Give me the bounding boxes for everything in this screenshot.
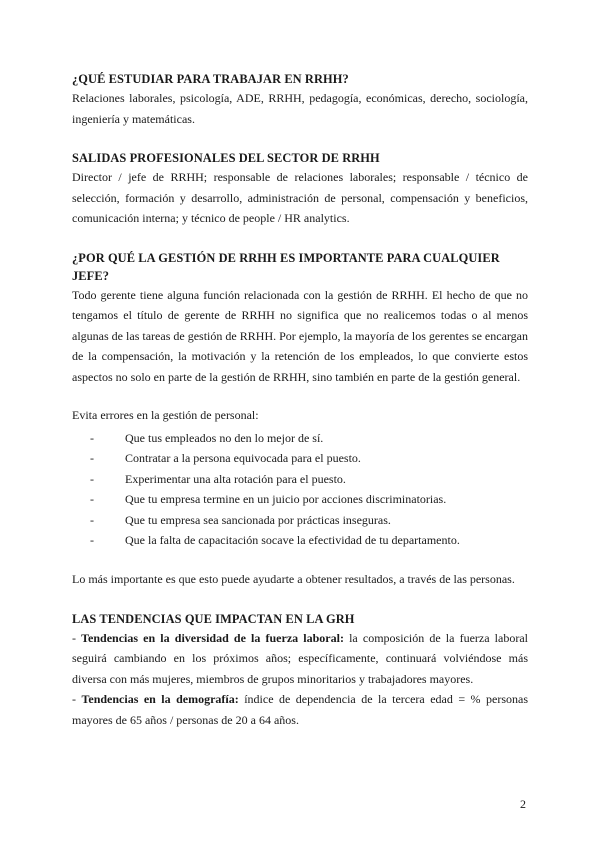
closing-sentence: Lo más importante es que esto puede ayudarte a obtener resultados, a través de las personas. [72,572,515,587]
list-item: - Que la falta de capacitación socave la efectividad de tu departamento. [90,533,460,548]
list-item: - Contratar a la persona equivocada para el puesto. [90,451,361,466]
list-intro: Evita errores en la gestión de personal: [72,408,259,422]
trend-paragraph-demografia: - Tendencias en la demografía: índice de dependencia de la tercera edad = % personas mayores de 65 años / personas de 20 a 64 años. [72,692,529,727]
page-number: 2 [520,797,526,811]
trend-title-diversidad: Tendencias en la diversidad de la fuerza laboral: [81,630,344,645]
section-heading-estudiar: ¿QUÉ ESTUDIAR PARA TRABAJAR EN RRHH? [72,72,349,86]
list-item: - Que tu empresa termine en un juicio por acciones discriminatorias. [90,492,447,507]
section-body-estudiar: Relaciones laborales, psicología, ADE, RRHH, pedagogía, económicas, derecho, sociología, ingeniería y matemáticas. [72,91,528,126]
section-body-importancia: Todo gerente tiene alguna función relacionada con la gestión de RRHH. El hecho de que no tengamos el título de gerente de RRHH no significa que no realicemos todas o al menos algunas de las tareas de gestión de RRHH. Por ejemplo, la mayoría de los gerentes se encargan de la compensación, la motivación y la retención de los empleados, lo que convierte estos aspectos no solo en parte de la gestión de RRHH, sino también en parte de la gestión general. [72,287,528,384]
trend-paragraph-diversidad: - Tendencias en la diversidad de la fuerza laboral: la composición de la fuerza laboral seguirá cambiando en los próximos años; específicamente, continuará volviéndose más diversa con más mujeres, miembros de grupos minoritarios y trabajadores mayores. [72,630,528,686]
list-item: - Experimentar una alta rotación para el puesto. [90,471,346,486]
section-heading-importancia: ¿POR QUÉ LA GESTIÓN DE RRHH ES IMPORTANTE PARA CUALQUIER JEFE? [72,250,500,283]
errors-list [72,428,528,552]
section-heading-salidas: SALIDAS PROFESIONALES DEL SECTOR DE RRHH [72,151,380,165]
section-heading-tendencias: LAS TENDENCIAS QUE IMPACTAN EN LA GRH [72,611,355,626]
document-page [72,70,528,730]
list-item: - Que tu empresa sea sancionada por prácticas inseguras. [90,512,391,527]
trend-title-demografia: Tendencias en la demografía: [81,692,239,707]
section-body-salidas: Director / jefe de RRHH; responsable de relaciones laborales; responsable / técnico de selección, formación y desarrollo, administración de personal, compensación y beneficios, comunicación interna; y técnico de people / HR analytics. [72,170,528,225]
list-item: - Que tus empleados no den lo mejor de sí. [90,430,324,445]
